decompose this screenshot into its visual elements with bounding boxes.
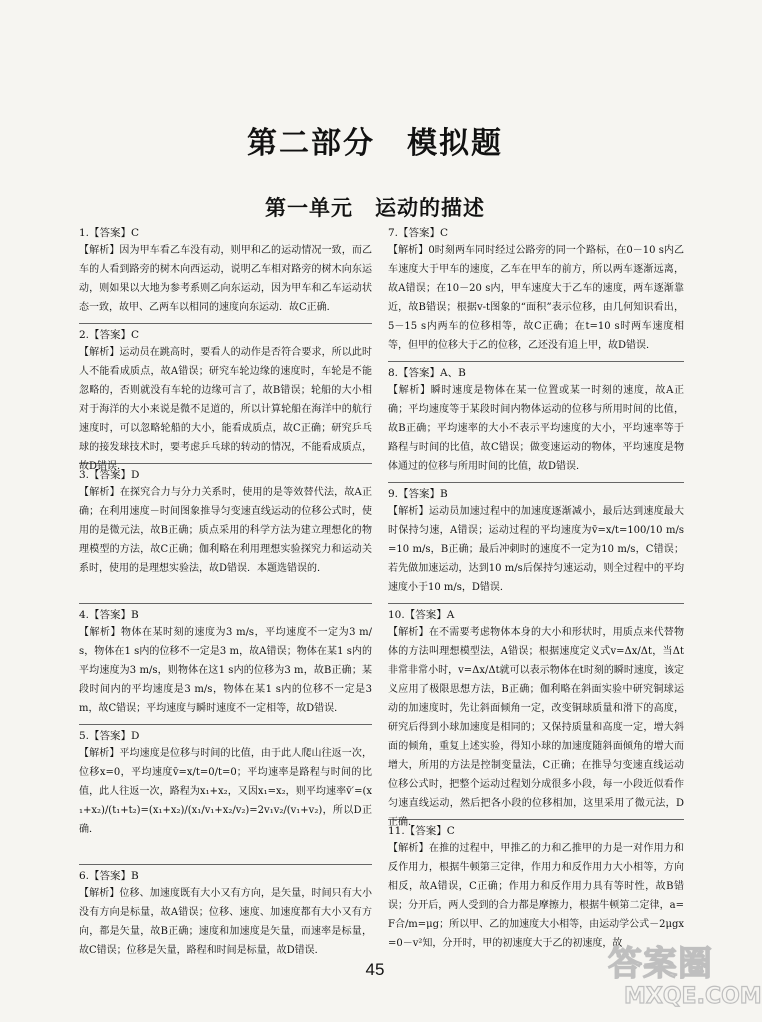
answer-head: 9.【答案】B <box>388 488 448 500</box>
answer-head: 6.【答案】B <box>79 870 139 882</box>
answer-explanation: 【解析】平均速度是位移与时间的比值，由于此人爬山往返一次，位移x=0，平均速度v̄=x/t=0/t=0；平均速率是路程与时间的比值，此人往返一次，路程为x₁+x₂，又因x₁=x₂，则平均速率v̄′=(x₁+x₂)/(t₁+t₂)=(x₁+x₂)/(x₁/v₁+x₂/v₂)=2v₁v₂/(v₁+v₂)，所以D正确． <box>79 748 372 835</box>
watermark-logo <box>608 936 762 1016</box>
answer-head: 8.【答案】A、B <box>388 367 466 379</box>
answer-explanation: 【解析】在不需要考虑物体本身的大小和形状时，用质点来代替物体的方法叫理想模型法，A错误；根据速度定义式v=Δx/Δt，当Δt非常非常小时，v=Δx/Δt就可以表示物体在t时刻的瞬时速度，该定义应用了极限思想方法，B正确；伽利略在斜面实验中研究铜球运动的加速度时，先让斜面倾角一定，改变铜球质量和滑下的高度，研究后得到小球加速度是相同的；又保持质量和高度一定，增大斜面的倾角，重复上述实验，得知小球的加速度随斜面倾角的增大而增大，所用的方法是控制变量法，C正确；在推导匀变速直线运动位移公式时，把整个运动过程划分成很多小段，每一小段近似看作匀速直线运动，然后把各小段的位移相加，这里采用了微元法，D正确． <box>388 627 684 828</box>
answer-explanation: 【解析】在探究合力与分力关系时，使用的是等效替代法，故A正确；在利用速度－时间图象推导匀变速直线运动的位移公式时，使用的是微元法，故B正确；质点采用的科学方法为建立理想化的物理模型的方法，故C正确；伽利略在利用理想实验探究力和运动关系时，使用的是理想实验法，故D错误．本题选错误的． <box>79 487 372 574</box>
answer-explanation: 【解析】运动员在跳高时，要看人的动作是否符合要求，所以此时人不能看成质点，故A错误；研究车轮边缘的速度时，车轮是不能忽略的，否则就没有车轮的边缘可言了，故B错误；轮船的大小相对于海洋的大小来说是微不足道的，所以计算轮船在海洋中的航行速度时，可以忽略轮船的大小，能看成质点，故C正确；研究乒乓球的接发球技术时，要考虑乒乓球的转动的情况，不能看成质点，故D错误． <box>79 347 372 472</box>
answer-head: 3.【答案】D <box>79 469 140 481</box>
page-number: 45 <box>365 960 385 979</box>
page-title: 第二部分 模拟题 <box>247 126 503 161</box>
answer-item-3 <box>79 463 372 597</box>
left-column <box>79 226 372 985</box>
answer-explanation: 【解析】瞬时速度是物体在某一位置或某一时刻的速度，故A正确；平均速度等于某段时间内物体运动的位移与所用时间的比值，故B正确；平均速率的大小不表示平均速度的大小，平均速率等于路程与时间的比值，故C错误；做变速运动的物体，平均速度是物体通过的位移与所用时间的比值，故D错误． <box>388 385 684 472</box>
answer-explanation: 【解析】运动员加速过程中的加速度逐渐减小，最后达到速度最大时保持匀速，A错误；运动过程的平均速度为v̄=x/t=100/10 m/s=10 m/s，B正确；最后冲刺时的速度不一定为10 m/s，C错误；若先做加速运动，达到10 m/s后保持匀速运动，则全过程中的平均速度小于10 m/s，D错误． <box>388 506 684 593</box>
answer-head: 1.【答案】C <box>79 227 140 239</box>
answer-item-1 <box>79 226 372 317</box>
right-column <box>388 226 684 959</box>
answer-head: 7.【答案】C <box>388 227 449 239</box>
answer-item-11 <box>388 819 684 953</box>
answer-head: 11.【答案】C <box>388 825 455 837</box>
answer-explanation: 【解析】位移、加速度既有大小又有方向，是矢量，时间只有大小没有方向是标量，故A错误；位移、速度、加速度都有大小又有方向，都是矢量，故B正确；速度和加速度是矢量，而速率是标量，故C错误；位移是矢量，路程和时间是标量，故D错误． <box>79 888 372 956</box>
answer-item-5 <box>79 724 372 858</box>
answer-item-10 <box>388 603 684 828</box>
watermark-text-en: MXQE.COM <box>624 984 762 1009</box>
answer-head: 2.【答案】C <box>79 329 140 341</box>
answer-explanation: 【解析】0时刻两车同时经过公路旁的同一个路标，在0－10 s内乙车速度大于甲车的速度，乙车在甲车的前方，所以两车逐渐远离，故A错误；在10－20 s内，甲车速度大于乙车的速度，两车逐渐靠近，故B错误；根据v-t图象的“面积”表示位移，由几何知识看出，5－15 s内两车的位移相等，故C正确；在t=10 s时两车速度相等，但甲的位移大于乙的位移，乙还没有追上甲，故D错误． <box>388 245 684 351</box>
answer-item-4 <box>79 603 372 718</box>
answer-head: 10.【答案】A <box>388 609 455 621</box>
answer-item-8 <box>388 361 684 476</box>
unit-title: 第一单元 运动的描述 <box>265 196 485 220</box>
answer-head: 4.【答案】B <box>79 609 139 621</box>
answer-explanation: 【解析】在推的过程中，甲推乙的力和乙推甲的力是一对作用力和反作用力，根据牛顿第三定律，作用力和反作用力大小相等，方向相反，故A错误，C正确；作用力和反作用力具有等时性，故B错误；分开后，两人受到的合力都是摩擦力，根据牛顿第二定律，a=F合/m=μg；所以甲、乙的加速度大小相等，由运动学公式－2μgx=0－v²知，分开时，甲的初速度大于乙的初速度，故 <box>388 843 684 949</box>
answer-item-9 <box>388 482 684 597</box>
answer-explanation: 【解析】物体在某时刻的速度为3 m/s，平均速度不一定为3 m/s，物体在1 s内的位移不一定是3 m，故A错误；物体在某1 s内的平均速度为3 m/s，则物体在这1 s内的位移为3 m，故B正确；某段时间内的平均速度是3 m/s，物体在某1 s内的位移不一定是3 m，故C错误；平均速度与瞬时速度不一定相等，故D错误． <box>79 627 372 714</box>
answer-explanation: 【解析】因为甲车看乙车没有动，则甲和乙的运动情况一致，而乙车的人看到路旁的树木向西运动，说明乙车相对路旁的树木向东运动，则如果以大地为参考系则乙向东运动，因为甲车和乙车运动状态一致，故甲、乙两车以相同的速度向东运动．故C正确． <box>79 245 372 313</box>
watermark-text-cn: 答案圈 <box>608 944 713 984</box>
answer-item-2 <box>79 323 372 472</box>
answer-item-7 <box>388 226 684 355</box>
answer-head: 5.【答案】D <box>79 730 140 742</box>
